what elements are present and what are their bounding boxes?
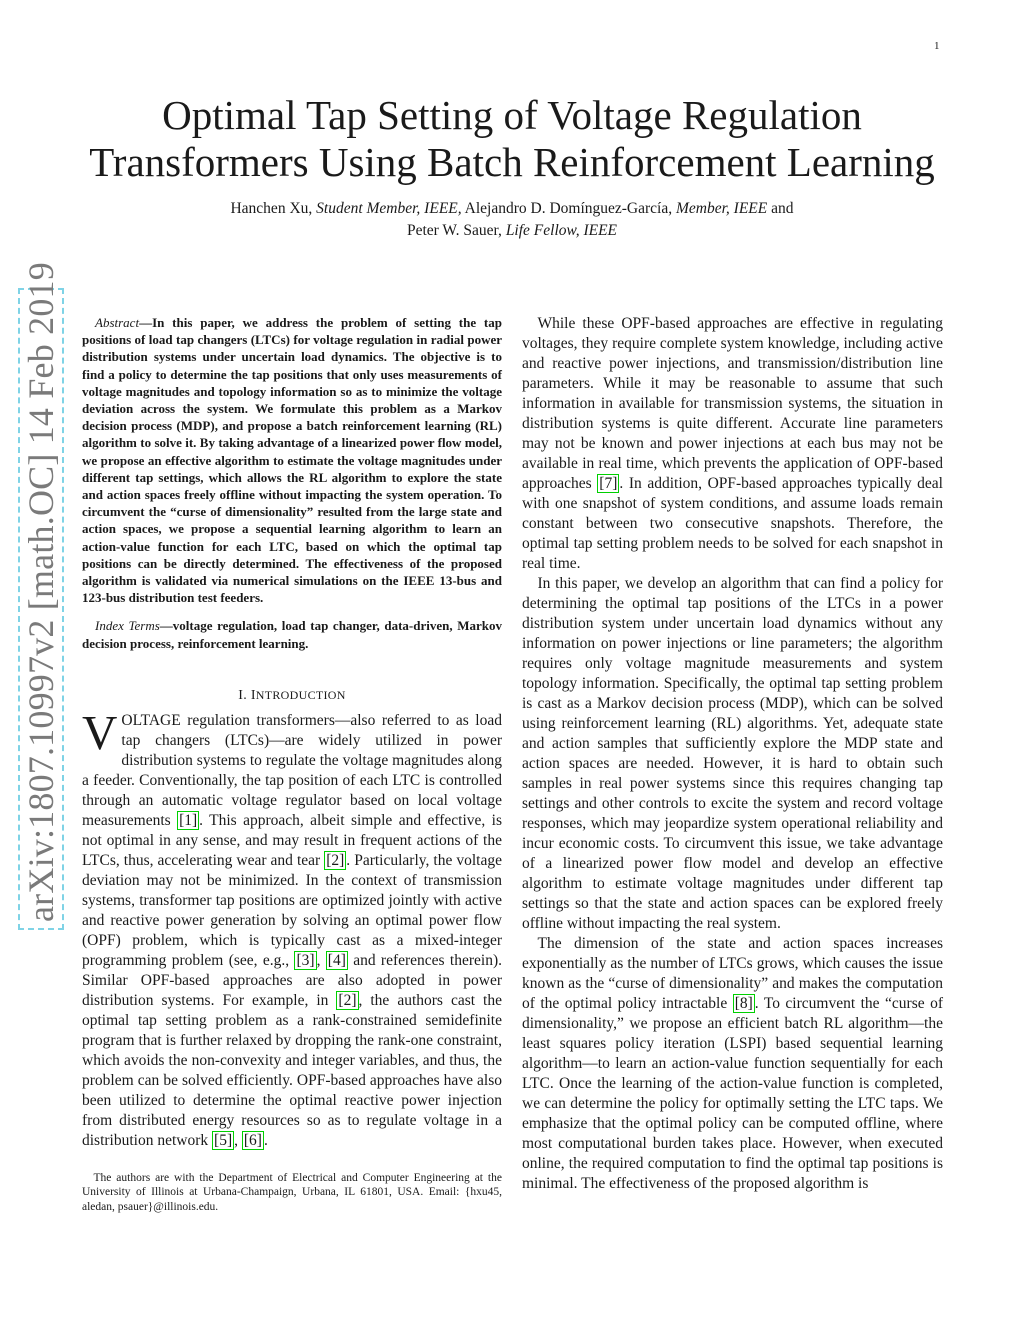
- abstract-text: —In this paper, we address the problem of setting the tap positions of load tap changers (LTCs) for voltage regulation in radial power distribution systems under uncertain load dynamics. The objective is to find a policy to determine the tap positions that only uses measurements of voltage magnitudes and topology information so as to minimize the voltage deviation across the system. We formulate this problem as a Markov decision process (MDP), and propose a batch reinforcement learning (RL) algorithm to solve it. By taking advantage of a linearized power flow model, we propose an effective algorithm to estimate the voltage magnitudes under different tap settings, which allows the RL algorithm to explore the state and action spaces freely offline without impacting the system operation. To circumvent the “curse of dimensionality” resulted from the large state and action spaces, we propose a sequential learning algorithm to learn an action-value function for each LTC, based on which the optimal tap positions can be directly determined. The effectiveness of the proposed algorithm is validated via numerical simulations on the IEEE 13-bus and 123-bus distribution test feeders.: [82, 315, 502, 606]
- intro-text: . Particularly, the voltage deviation may not be minimized. In the context of transmission systems, transformer tap positions are optimized jointly with active and reactive power generation by solving an optimal power flow (OPF) problem, which is typically cast as a mixed-integer programming problem (see, e.g.,: [82, 851, 502, 969]
- right-column: [522, 314, 943, 1194]
- section-number: I.: [238, 687, 251, 703]
- author-affiliation: Member, IEEE: [675, 200, 768, 217]
- author-conjunction: and: [767, 200, 794, 217]
- intro-text: . This approach, albeit simple and effective, is not optimal in any sense, and may result in frequent actions of the LTCs, thus, accelerating wear and tear: [82, 811, 502, 869]
- left-column: [82, 314, 502, 1214]
- author-name: Hanchen Xu,: [230, 200, 317, 217]
- abstract: [82, 314, 502, 606]
- intro-paragraph-1: [82, 704, 502, 1151]
- author-list: [0, 198, 1024, 242]
- section-title-initial: I: [250, 687, 256, 703]
- intro-text: ,: [316, 951, 326, 969]
- author-name: Peter W. Sauer,: [406, 222, 506, 239]
- body-text: . In addition, OPF-based approaches typically deal with one snapshot of system conditions, and assume loads remain constant between two consecutive snapshots. Therefore, the optimal tap setting problem needs to be solved for each snapshot in real time.: [522, 475, 943, 572]
- citation-link[interactable]: [8]: [734, 995, 753, 1012]
- author-line-1: [0, 198, 1024, 220]
- body-text: . To circumvent the “curse of dimensionality,” we propose an efficient batch RL algorithm—the least squares policy iteration (LSPI) based sequential learning algorithm—to learn an action-value function sequentially for each LTC. Once the learning of the action-value function is completed, we can determine the policy for optimally setting the LTC taps. We emphasize that the optimal policy can be computed offline, where most computational burden takes place. However, when executed online, the required computation to find the optimal tap positions is minimal. The effectiveness of the proposed algorithm is: [522, 995, 943, 1192]
- citation-link[interactable]: [6]: [243, 1131, 262, 1149]
- intro-text: .: [263, 1131, 268, 1149]
- intro-text: ,: [234, 1131, 242, 1149]
- citation-link[interactable]: [7]: [599, 475, 618, 492]
- citation-link[interactable]: [3]: [296, 951, 315, 969]
- citation-link[interactable]: [1]: [179, 811, 198, 829]
- section-title-rest: NTRODUCTION: [255, 687, 346, 702]
- author-line-2: [0, 220, 1024, 242]
- intro-text: OLTAGE regulation transformers—also referred to as load tap changers (LTCs)—are widely utilized in power distribution systems to regulate the voltage magnitudes along a feeder. Conventionally, the tap position of each LTC is controlled through an automatic voltage regulator based on local voltage measurements: [82, 711, 502, 829]
- drop-cap: V: [82, 704, 118, 760]
- arxiv-stamp: arXiv:1807.10997v2 [math.OC] 14 Feb 2019: [18, 288, 64, 930]
- citation-link[interactable]: [2]: [326, 851, 345, 869]
- author-footnote: The authors are with the Department of Electrical and Computer Engineering at the University of Illinois at Urbana-Champaign, Urbana, IL 61801, USA. Email: {hxu45, aledan, psauer}@illinois.edu.: [82, 1171, 502, 1213]
- author-name: Alejandro D. Domínguez-García,: [461, 200, 676, 217]
- body-text: While these OPF-based approaches are effective in regulating voltages, they require complete system knowledge, including active and reactive power injections, and transmission/distribution line parameters. While it may be reasonable to assume that such information in available for transmission systems, the situation in distribution systems is quite different. Accurate line parameters may not be known and power injections at each bus may not be available in real time, which prevents the application of OPF-based approaches: [522, 315, 943, 492]
- title-line-1: Optimal Tap Setting of Voltage Regulation: [162, 92, 862, 138]
- author-affiliation: Life Fellow, IEEE: [505, 222, 618, 239]
- intro-text: and references therein). Similar OPF-based approaches are also adopted in power distribution systems. For example, in: [82, 951, 502, 1009]
- body-text: The dimension of the state and action spaces increases exponentially as the number of LTCs grows, which causes the issue known as the “curse of dimensionality” and makes the computation of the optimal policy intractable: [522, 935, 943, 1012]
- page-number: 1: [934, 40, 940, 52]
- intro-text: , the authors cast the optimal tap setting problem as a rank-constrained semidefinite program that is further relaxed by dropping the rank-one constraint, which avoids the non-convexity and integer variables, and thus, the problem can be solved efficiently. OPF-based approaches have also been utilized to determine the optimal reactive power injection from distributed energy resources so as to regulate voltage in a distribution network: [82, 991, 502, 1149]
- title-line-2: Transformers Using Batch Reinforcement Learning: [89, 139, 935, 185]
- body-paragraph-1: [522, 314, 943, 574]
- paper-title: [0, 92, 1024, 186]
- index-terms: [82, 617, 502, 651]
- author-affiliation: Student Member, IEEE,: [316, 200, 462, 217]
- citation-link[interactable]: [4]: [327, 951, 346, 969]
- body-paragraph-3: [522, 934, 943, 1194]
- abstract-label: Abstract: [95, 315, 140, 330]
- citation-link[interactable]: [2]: [338, 991, 357, 1009]
- index-terms-label: Index Terms: [95, 618, 160, 634]
- citation-link[interactable]: [5]: [214, 1131, 233, 1149]
- index-terms-text: —voltage regulation, load tap changer, data-driven, Markov decision process, reinforcement learning.: [82, 618, 502, 651]
- section-heading-introduction: [82, 685, 502, 706]
- body-paragraph-2: In this paper, we develop an algorithm that can find a policy for determining the optimal tap positions of the LTCs in a power distribution system under uncertain load dynamics without any information on power injections or line parameters; the algorithm requires only voltage magnitude measurements and system topology information. Specifically, the optimal tap setting problem is cast as a Markov decision process (MDP), which can be solved using reinforcement learning (RL) algorithms. Yet, adequate state and action samples that sufficiently explore the MDP state and action spaces are needed. However, it is hard to obtain such samples in real power systems since this requires changing tap settings and other controls to excite the system and record voltage responses, which may jeopardize system operational reliability and incur economic costs. To circumvent this issue, we take advantage of a linearized power flow model and develop an effective algorithm to estimate voltage magnitudes under different tap settings so that the state and action spaces can be explored freely offline without impacting the real system.: [522, 575, 943, 932]
